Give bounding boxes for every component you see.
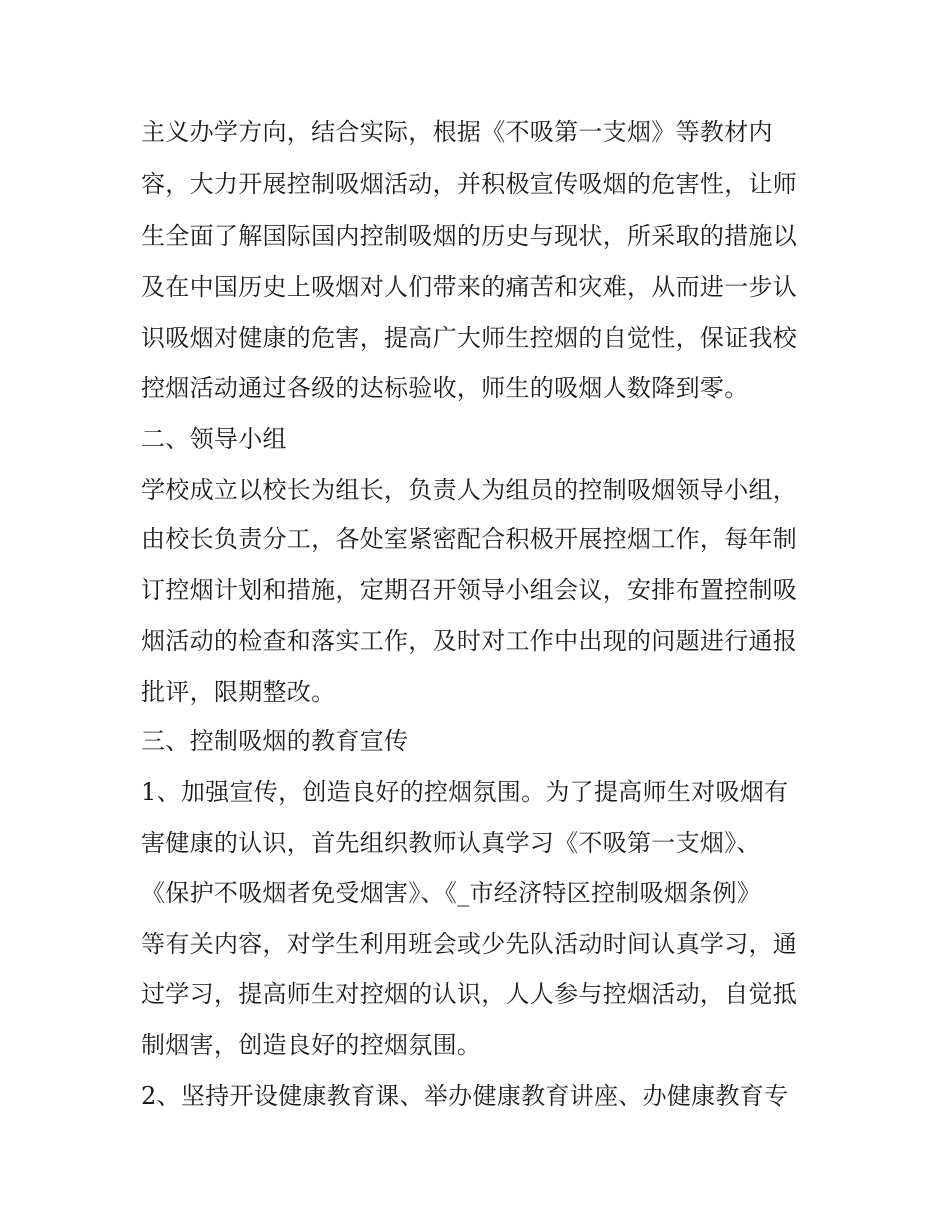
paragraph-line: 识吸烟对健康的危害，提高广大师生控烟的自觉性，保证我校: [141, 324, 798, 352]
paragraph-line: 主义办学方向，结合实际，根据《不吸第一支烟》等教材内: [141, 118, 773, 146]
paragraph-line: 容，大力开展控制吸烟活动，并积极宣传吸烟的危害性，让师: [141, 170, 798, 198]
section-heading: 二、领导小组: [141, 425, 287, 453]
paragraph-line: 控烟活动通过各级的达标验收，师生的吸烟人数降到零。: [141, 374, 749, 402]
paragraph-line: 《保护不吸烟者免受烟害》、《_市经济特区控制吸烟条例》: [141, 879, 762, 907]
paragraph-line: 制烟害，创造良好的控烟氛围。: [141, 1031, 482, 1059]
paragraph-line: 过学习，提高师生对控烟的认识，人人参与控烟活动，自觉抵: [141, 980, 798, 1008]
paragraph-line: 学校成立以校长为组长，负责人为组员的控制吸烟领导小组，: [141, 476, 798, 504]
paragraph-line: 批评，限期整改。: [141, 678, 336, 706]
paragraph-line: 订控烟计划和措施，定期召开领导小组会议，安排布置控制吸: [141, 576, 798, 604]
paragraph-line: 1、加强宣传，创造良好的控烟氛围。为了提高师生对吸烟有: [141, 778, 789, 806]
paragraph-line: 及在中国历史上吸烟对人们带来的痛苦和灾难，从而进一步认: [141, 273, 798, 301]
paragraph-line: 等有关内容，对学生利用班会或少先队活动时间认真学习，通: [141, 930, 798, 958]
paragraph-line: 2、坚持开设健康教育课、举办健康教育讲座、办健康教育专: [141, 1082, 789, 1110]
paragraph-line: 由校长负责分工，各处室紧密配合积极开展控烟工作，每年制: [141, 525, 798, 553]
paragraph-line: 生全面了解国际国内控制吸烟的历史与现状，所采取的措施以: [141, 222, 798, 250]
paragraph-line: 害健康的认识，首先组织教师认真学习《不吸第一支烟》、: [141, 829, 761, 857]
paragraph-line: 烟活动的检查和落实工作，及时对工作中出现的问题进行通报: [141, 627, 798, 655]
section-heading: 三、控制吸烟的教育宣传: [141, 727, 409, 755]
